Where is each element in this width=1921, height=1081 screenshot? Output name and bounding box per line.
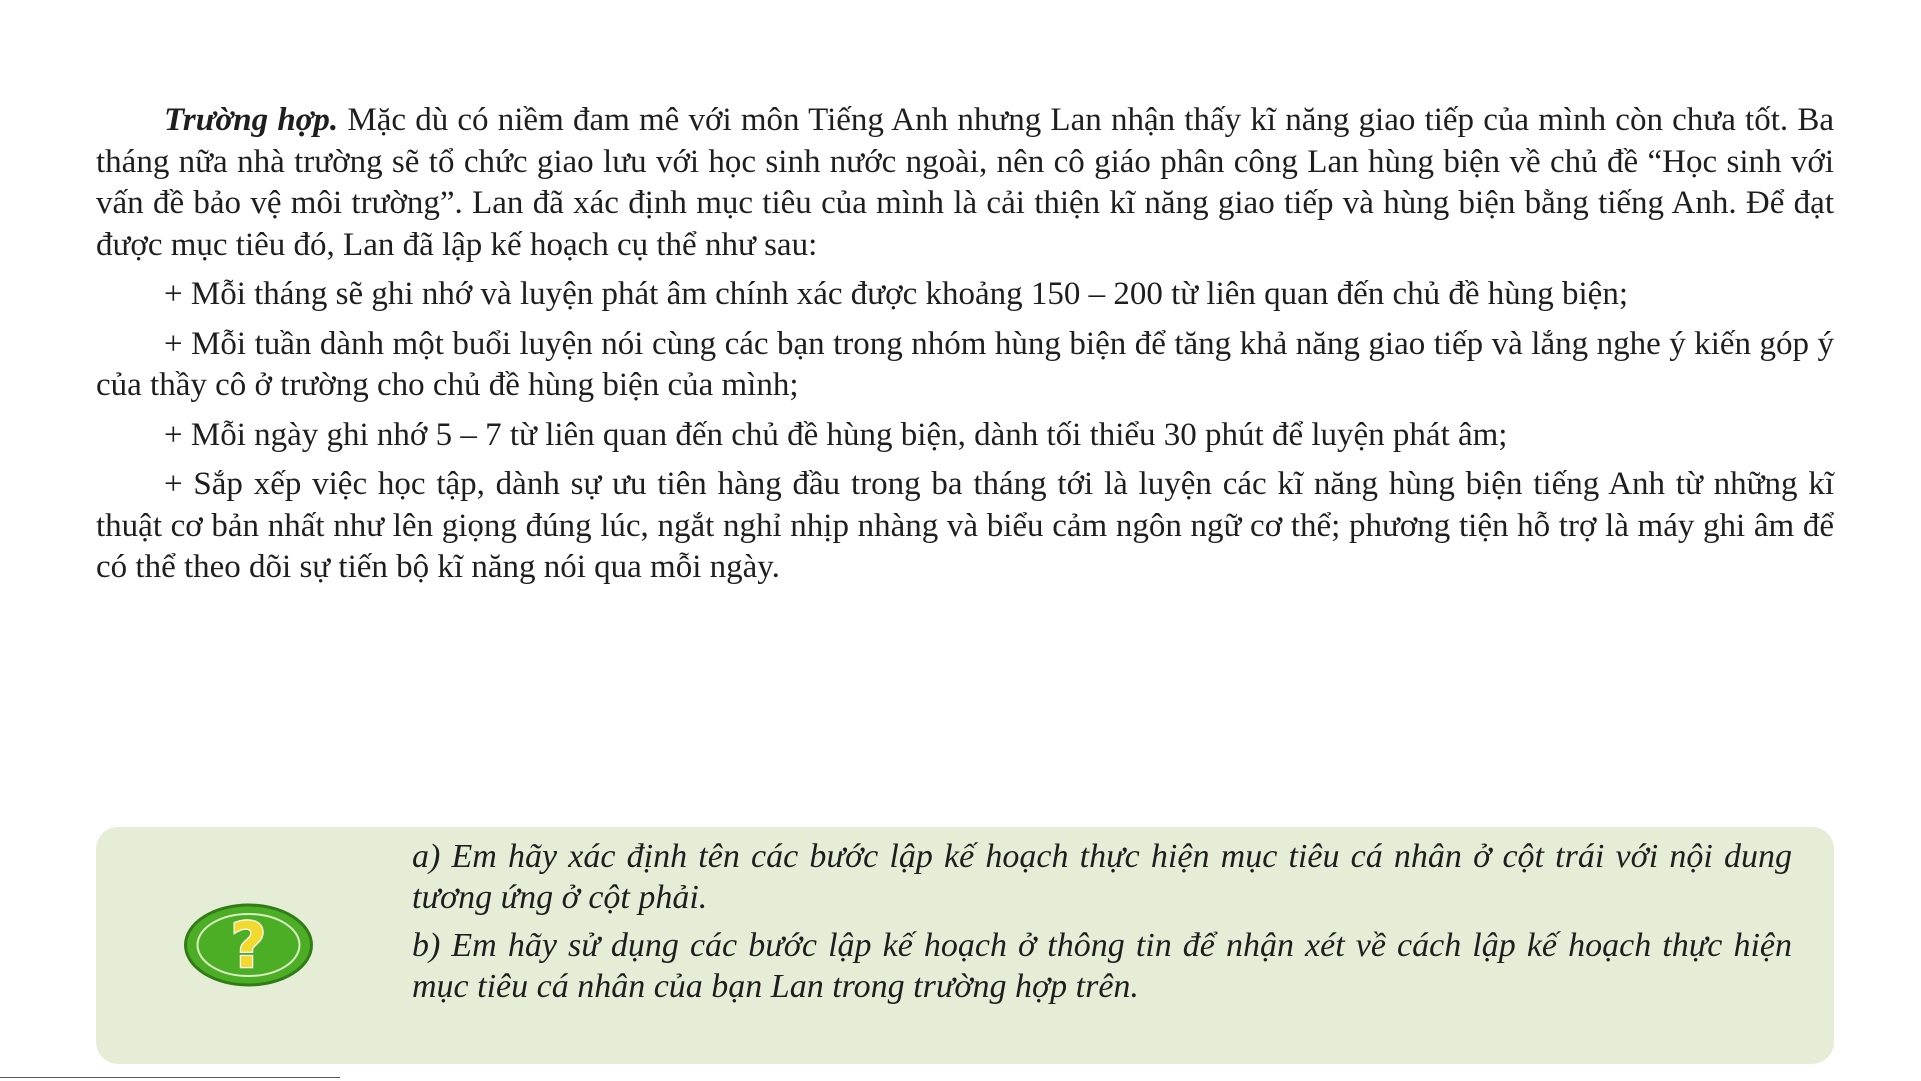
question-b: b) Em hãy sử dụng các bước lập kế hoạch ở thông tin để nhận xét về cách lập kế hoạch thực hiện mục tiêu cá nhân của bạn Lan trong trường hợp trên. [412, 927, 1792, 1005]
question-mark-glyph: ? [230, 909, 267, 982]
case-heading: Trường hợp. [164, 102, 339, 138]
case-study [96, 100, 1834, 597]
question-mark-icon [183, 903, 314, 987]
plan-item-daily: + Mỗi ngày ghi nhớ 5 – 7 từ liên quan đến chủ đề hùng biện, dành tối thiểu 30 phút để luyện phát âm; [164, 416, 1508, 453]
plan-item-monthly: + Mỗi tháng sẽ ghi nhớ và luyện phát âm chính xác được khoảng 150 – 200 từ liên quan đến chủ đề hùng biện; [164, 276, 1628, 312]
question-text [412, 836, 1792, 1014]
plan-item-weekly: + Mỗi tuần dành một buổi luyện nói cùng các bạn trong nhóm hùng biện để tăng khả năng giao tiếp và lắng nghe ý kiến góp ý của thầy cô ở trường cho chủ đề hùng biện của mình; [96, 325, 1834, 403]
case-intro-text: Mặc dù có niềm đam mê với môn Tiếng Anh nhưng Lan nhận thấy kĩ năng giao tiếp của mình còn chưa tốt. Ba tháng nữa nhà trường sẽ tổ chức giao lưu với học sinh nước ngoài, nên cô giáo phân công Lan hùng biện về chủ đề “Học sinh với vấn đề bảo vệ môi trường”. Lan đã xác định mục tiêu của mình là cải thiện kĩ năng giao tiếp và hùng biện bằng tiếng Anh. Để đạt được mục tiêu đó, Lan đã lập kế hoạch cụ thể như sau: [96, 102, 1835, 263]
case-intro-paragraph [96, 100, 1834, 266]
question-box [96, 827, 1834, 1064]
plan-item-priority: + Sắp xếp việc học tập, dành sự ưu tiên hàng đầu trong ba tháng tới là luyện các kĩ năng hùng biện tiếng Anh từ những kĩ thuật cơ bản nhất như lên giọng đúng lúc, ngắt nghỉ nhịp nhàng và biểu cảm ngôn ngữ cơ thể; phương tiện hỗ trợ là máy ghi âm để có thể theo dõi sự tiến bộ kĩ năng nói qua mỗi ngày. [96, 466, 1834, 585]
footer-rule [0, 1077, 340, 1078]
question-a: a) Em hãy xác định tên các bước lập kế hoạch thực hiện mục tiêu cá nhân ở cột trái với nội dung tương ứng ở cột phải. [412, 838, 1792, 916]
